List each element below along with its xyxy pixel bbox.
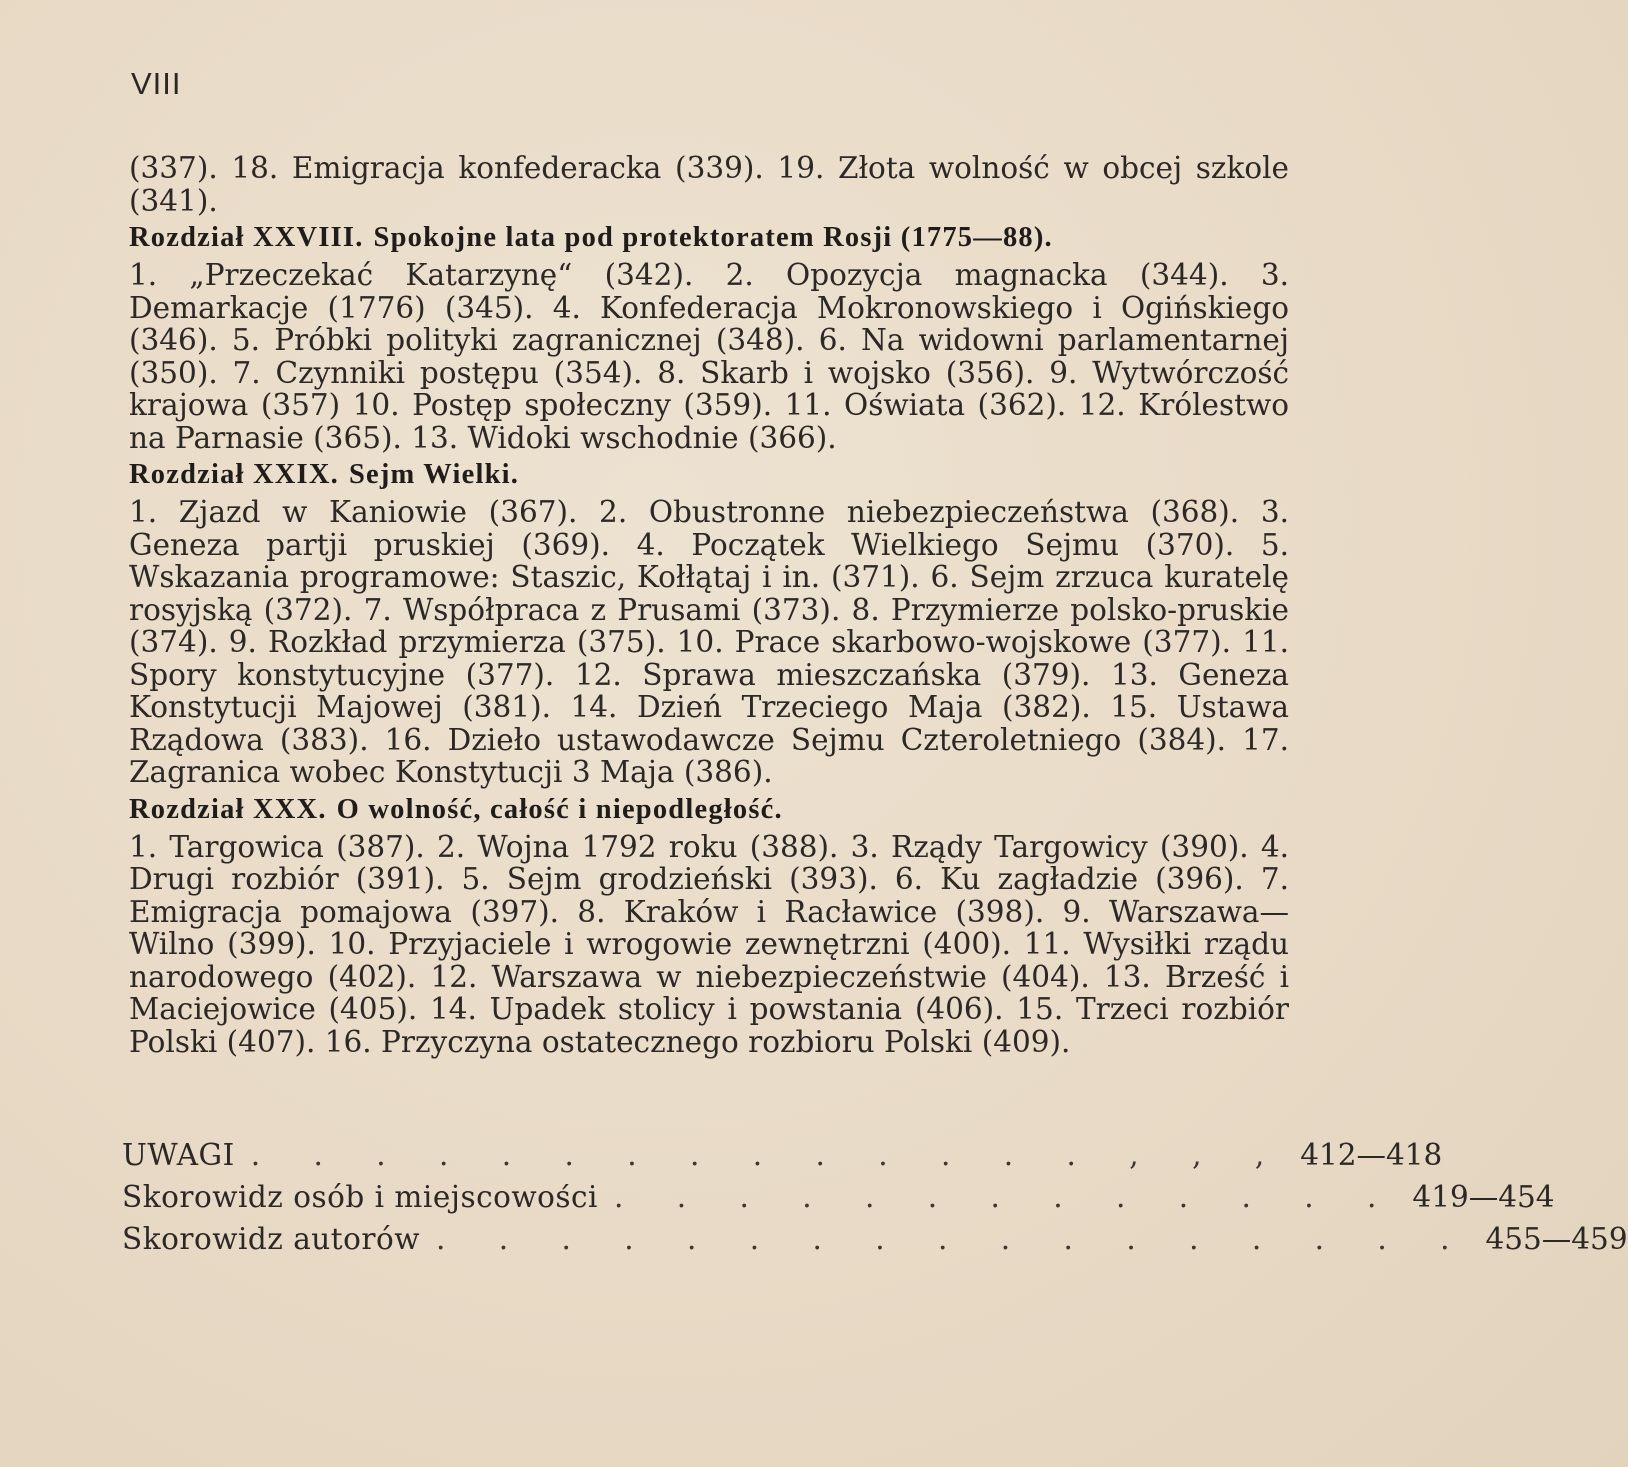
index-section bbox=[122, 1134, 1628, 1260]
index-row-uwagi bbox=[122, 1134, 1443, 1176]
chapter-xxx bbox=[129, 793, 1289, 1059]
chapter-entries: 1. „Przeczekać Katarzynę“ (342). 2. Opozycja magnacka (344). 3. Demarkacje (1776) (345). 4. Konfederacja Mokronowskiego i Ogińskiego (346). 5. Próbki polityki zagranicznej (348). 6. Na widowni parlamentarnej (350). 7. Czynniki postępu (354). 8. Skarb i wojsko (356). 9. Wytwórczość krajowa (357) 10. Postęp społeczny (359). 11. Oświata (362). 12. Królestwo na Parnasie (365). 13. Widoki wschodnie (366). bbox=[129, 258, 1289, 455]
chapter-number: Rozdział XXVIII. bbox=[129, 222, 364, 253]
chapter-heading bbox=[129, 221, 1289, 255]
index-pages: 455—459 bbox=[1485, 1222, 1628, 1256]
table-of-contents bbox=[129, 152, 1289, 1062]
index-label: Skorowidz autorów bbox=[122, 1222, 421, 1256]
chapter-heading bbox=[129, 793, 1289, 827]
dot-leader: . . . . . . . . . . . . . bbox=[613, 1180, 1399, 1214]
chapter-xxviii bbox=[129, 221, 1289, 454]
chapter-heading bbox=[129, 458, 1289, 492]
dot-leader: . . . . . . . . . . . . . . , , , bbox=[250, 1138, 1287, 1172]
index-row-persons bbox=[122, 1176, 1555, 1218]
page-number: VIII bbox=[131, 66, 182, 101]
chapter-entries: 1. Zjazd w Kaniowie (367). 2. Obustronne niebezpieczeństwa (368). 3. Geneza partji pruskiej (369). 4. Początek Wielkiego Sejmu (370). 5. Wskazania programowe: Staszic, Kołłątaj i in. (371). 6. Sejm zrzuca kuratelę rosyjską (372). 7. Współpraca z Prusami (373). 8. Przymierze polsko-pruskie (374). 9. Rozkład przymierza (375). 10. Prace skarbowo-wojskowe (377). 11. Spory konstytucyjne (377). 12. Sprawa mieszczańska (379). 13. Geneza Konstytucji Majowej (381). 14. Dzień Trzeciego Maja (382). 15. Ustawa Rządowa (383). 16. Dzieło ustawodawcze Sejmu Czteroletniego (384). 17. Zagranica wobec Konstytucji 3 Maja (386). bbox=[129, 495, 1289, 789]
index-pages: 419—454 bbox=[1412, 1180, 1555, 1214]
index-label: Skorowidz osób i miejscowości bbox=[122, 1180, 598, 1214]
chapter-xxix bbox=[129, 458, 1289, 789]
dot-leader: . . . . . . . . . . . . . . . . . bbox=[436, 1222, 1472, 1256]
chapter-title: Spokojne lata pod protektoratem Rosji (1775—88). bbox=[373, 222, 1053, 253]
chapter-entries: 1. Targowica (387). 2. Wojna 1792 roku (388). 3. Rządy Targowicy (390). 4. Drugi rozbiór (391). 5. Sejm grodzieński (393). 6. Ku zagładzie (396). 7. Emigracja pomajowa (397). 8. Kraków i Racławice (398). 9. Warszawa—Wilno (399). 10. Przyjaciele i wrogowie zewnętrzni (400). 11. Wysiłki rządu narodowego (402). 12. Warszawa w niebezpieczeństwie (404). 13. Brześć i Maciejowice (405). 14. Upadek stolicy i powstania (406). 15. Trzeci rozbiór Polski (407). 16. Przyczyna ostatecznego rozbioru Polski (409). bbox=[129, 829, 1289, 1059]
chapter-number: Rozdział XXX. bbox=[129, 793, 327, 825]
index-row-authors bbox=[122, 1218, 1628, 1260]
index-label: UWAGI bbox=[122, 1138, 235, 1172]
chapter-number: Rozdział XXIX. bbox=[129, 459, 339, 490]
index-pages: 412—418 bbox=[1300, 1138, 1443, 1172]
chapter-title: Sejm Wielki. bbox=[348, 459, 520, 490]
continuation-entries: (337). 18. Emigracja konfederacka (339). 19. Złota wolność w obcej szkole (341). bbox=[129, 151, 1289, 218]
chapter-title: O wolność, całość i niepodległość. bbox=[336, 793, 783, 825]
